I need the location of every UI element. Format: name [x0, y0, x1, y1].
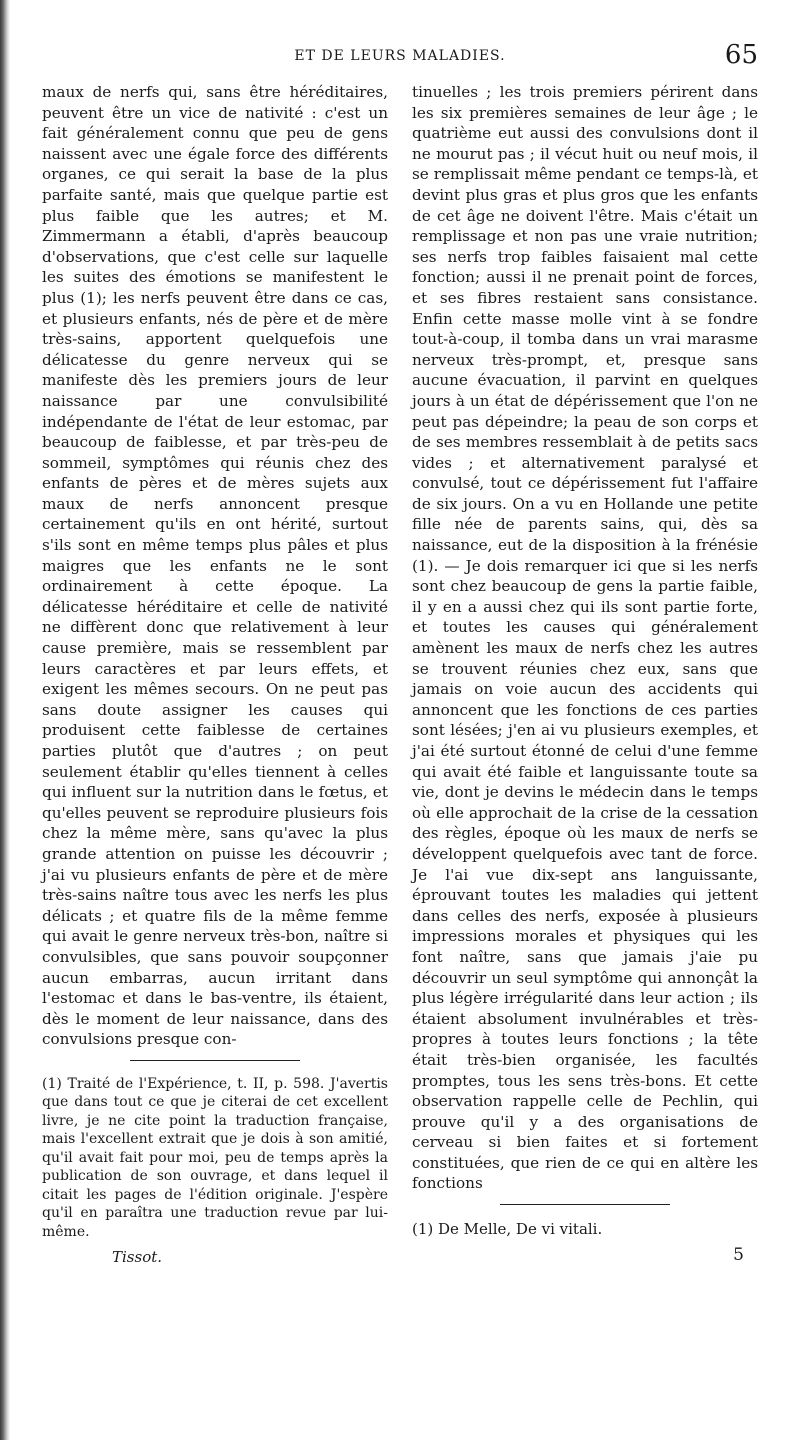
left-column-body: maux de nerfs qui, sans être héréditaires, peuvent être un vice de nativité : c'est un fait généralement connu que peu de gens naissent avec une égale force des différents organes, ce qui serait la base de la plus parfaite santé, mais que quelque partie est plus faible que les autres; et M. Zimmermann a établi, d'après beaucoup d'observations, que c'est celle sur laquelle les suites des émotions se manifestent le plus (1); les nerfs peuvent être dans ce cas, et plusieurs enfants, nés de père et de mère très-sains, apportent quelquefois une délicatesse du genre nerveux qui se manifeste dès les premiers jours de leur naissance par une convulsibilité indépendante de l'état de leur estomac, par beaucoup de faiblesse, et par très-peu de sommeil, symptômes qui réunis chez des enfants de pères et de mères sujets aux maux de nerfs annoncent presque certainement qu'ils en ont hérité, surtout s'ils sont en même temps plus pâles et plus maigres que les enfants ne le sont ordinairement à cette époque. La délicatesse héréditaire et celle de nativité ne diffèrent donc que relativement à leur cause première, mais se ressemblent par leurs caractères et par leurs effets, et exigent les mêmes secours. On ne peut pas sans doute assigner les causes qui produisent cette faiblesse de certaines parties plutôt que d'autres ; on peut seulement établir qu'elles tiennent à celles qui influent sur la nutrition dans le fœtus, et qu'elles peuvent se reproduire plusieurs fois chez la même mère, sans qu'avec la plus grande attention on puisse les découvrir ; j'ai vu plusieurs enfants de père et de mère très-sains naître tous avec les nerfs les plus délicats ; et quatre fils de la même femme qui avait le genre nerveux très-bon, naître si convulsibles, que sans pouvoir soupçonner aucun embarras, aucun irritant dans l'estomac et dans le bas-ventre, ils étaient, dès le moment de leur naissance, dans des convulsions presque con- — [42, 83, 388, 1049]
footnote-rule — [500, 1204, 670, 1205]
page-header — [42, 36, 758, 70]
left-bottom-line — [42, 1247, 388, 1268]
left-footnote: (1) Traité de l'Expérience, t. II, p. 598. J'avertis que dans tout ce que je citerai de cet excellent livre, je ne cite point la traduction française, mais l'excellent extrait que je dois à son amitié, qu'il avait fait pour moi, peu de temps après la publication de son ouvrage, et dans lequel il citait les pages de l'édition originale. J'espère qu'il en paraîtra une traduction revue par lui-même. — [42, 1075, 388, 1240]
right-footnote: (1) De Melle, De vi vitali. — [412, 1220, 603, 1239]
footnote-rule — [130, 1060, 300, 1061]
right-bottom-line — [412, 1245, 758, 1266]
author-name: Tissot. — [112, 1248, 163, 1267]
right-column — [412, 82, 758, 1266]
page-number: 65 — [724, 40, 758, 70]
right-column-body: tinuelles ; les trois premiers périrent dans les six premières semaines de leur âge ; le quatrième eut aussi des convulsions dont il ne mourut pas ; il vécut huit ou neuf mois, il se remplissait même pendant ce temps-là, et devint plus gras et plus gros que les enfants de cet âge ne doivent l'être. Mais c'était un remplissage et non pas une vraie nutrition; ses nerfs trop faibles faisaient mal cette fonction; aussi il ne prenait point de forces, et ses fibres restaient sans consistance. Enfin cette masse molle vint à se fondre tout-à-coup, il tomba dans un vrai marasme nerveux très-prompt, et, presque sans aucune évacuation, il parvint en quelques jours à un état de dépérissement que l'on ne peut pas dépeindre; la peau de son corps et de ses membres ressemblait à de petits sacs vides ; et alternativement paralysé et convulsé, tout ce dépérissement fut l'affaire de six jours. On a vu en Hollande une petite fille née de parents sains, qui, dès sa naissance, eut de la disposition à la frénésie (1). — Je dois remarquer ici que si les nerfs sont chez beaucoup de gens la partie faible, il y en a aussi chez qui ils sont partie forte, et toutes les causes qui généralement amènent les maux de nerfs chez les autres se trouvent réunies chez eux, sans que jamais on voie aucun des accidents qui annoncent que les fonctions de ces parties sont lésées; j'en ai vu plusieurs exemples, et j'ai été surtout étonné de celui d'une femme qui avait été faible et languissante toute sa vie, dont je devins le médecin dans le temps où elle approchait de la crise de la cessation des règles, époque où les maux de nerfs se développent quelquefois avec tant de force. Je l'ai vue dix-sept ans languissante, éprouvant toutes les maladies qui jettent dans celles des nerfs, exposée à plusieurs impressions morales et physiques qui les font naître, sans que jamais j'aie pu découvrir un seul symptôme qui annonçât la plus légère irrégularité dans leur action ; ils étaient absolument invulnérables et très-propres à toutes leurs fonctions ; la tête était très-bien organisée, les facultés promptes, tous les sens très-bons. Et cette observation rappelle celle de Pechlin, qui prouve qu'il y a des organisations de cerveau si bien faites et si fortement constituées, que rien de ce qui en altère les fonctions — [412, 83, 758, 1193]
left-column — [42, 82, 388, 1268]
book-binding-edge — [0, 0, 10, 1440]
running-title: ET DE LEURS MALADIES. — [294, 48, 506, 64]
printer-signature-mark: 5 — [733, 1245, 744, 1266]
book-page — [42, 36, 758, 1416]
